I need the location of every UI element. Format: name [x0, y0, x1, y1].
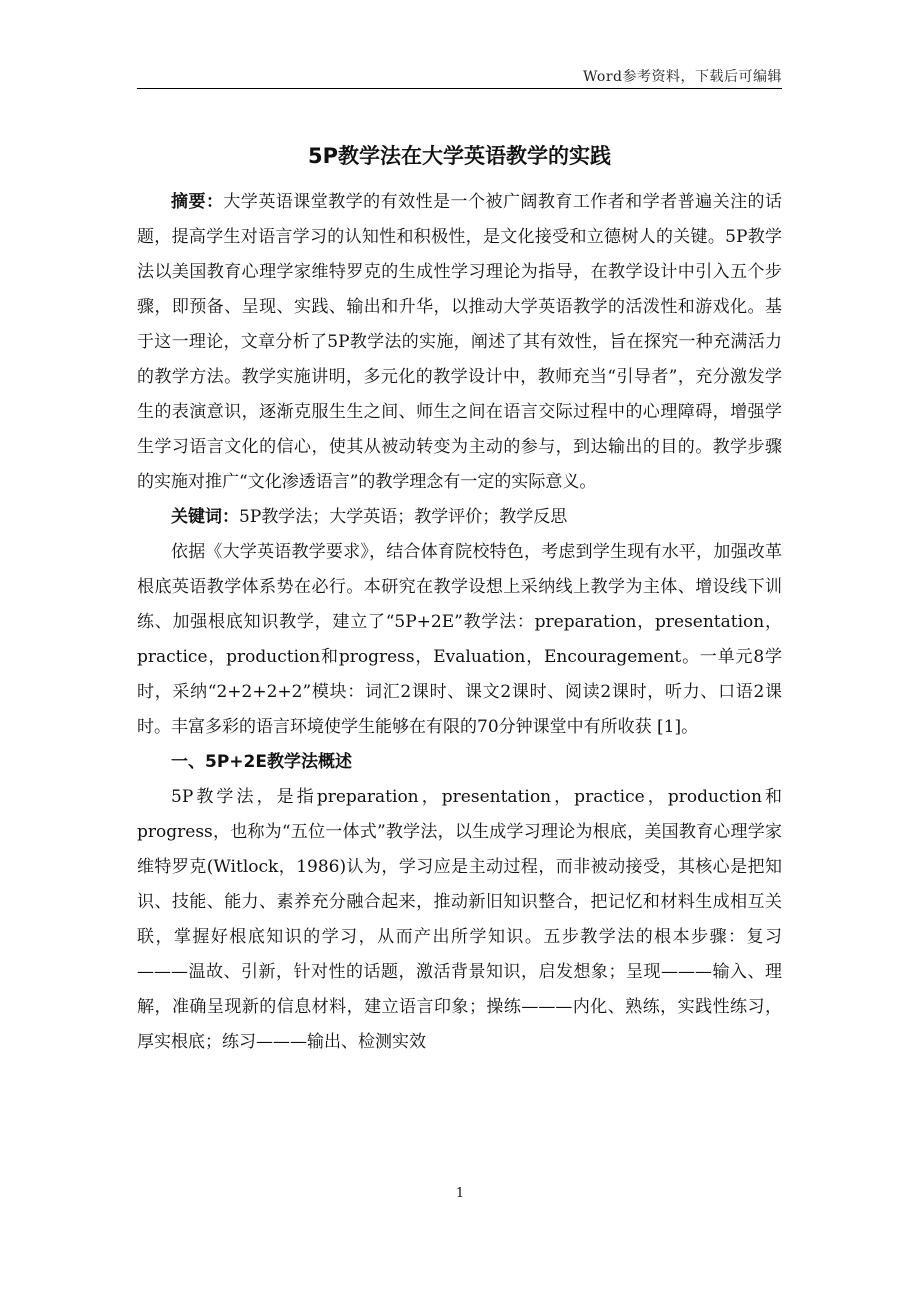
keywords-text: 5P教学法；大学英语；教学评价；教学反思: [239, 507, 568, 527]
document-body: [137, 185, 782, 1060]
intro-paragraph: 依据《大学英语教学要求》，结合体育院校特色，考虑到学生现有水平，加强改革根底英语教学体系势在必行。本研究在教学设想上采纳线上教学为主体、增设线下训练、加强根底知识教学，建立了“5P+2E”教学法：preparation，presentation，practice，production和progress，Evaluation，Encouragement。一单元8学时，采纳“2+2+2+2”模块：词汇2课时、课文2课时、阅读2课时，听力、口语2课时。丰富多彩的语言环境使学生能够在有限的70分钟课堂中有所收获 [1]。: [137, 542, 782, 737]
section-heading: 一、5P+2E教学法概述: [171, 752, 352, 772]
header-note: Word参考资料，下载后可编辑: [582, 69, 782, 85]
abstract-paragraph: [137, 185, 782, 500]
document-title: 5P教学法在大学英语教学的实践: [307, 144, 611, 168]
abstract-text: 大学英语课堂教学的有效性是一个被广阔教育工作者和学者普遍关注的话题，提高学生对语言学习的认知性和积极性，是文化接受和立德树人的关键。5P教学法以美国教育心理学家维特罗克的生成性学习理论为指导，在教学设计中引入五个步骤，即预备、呈现、实践、输出和升华，以推动大学英语教学的活泼性和游戏化。基于这一理论，文章分析了5P教学法的实施，阐述了其有效性，旨在探究一种充满活力的教学方法。教学实施讲明，多元化的教学设计中，教师充当“引导者”，充分激发学生的表演意识，逐渐克服生生之间、师生之间在语言交际过程中的心理障碍，增强学生学习语言文化的信心，使其从被动转变为主动的参与，到达输出的目的。教学步骤的实施对推广“文化渗透语言”的教学理念有一定的实际意义。: [137, 192, 783, 492]
abstract-label: 摘要：: [171, 192, 224, 212]
page-number: 1: [455, 1186, 465, 1201]
section-paragraph: 5P教学法，是指preparation，presentation，practice，production和progress，也称为“五位一体式”教学法，以生成学习理论为根底，美国教育心理学家维特罗克(Witlock，1986)认为，学习应是主动过程，而非被动接受，其核心是把知识、技能、能力、素养充分融合起来，推动新旧知识整合，把记忆和材料生成相互关联，掌握好根底知识的学习，从而产出所学知识。五步教学法的根本步骤：复习———温故、引新，针对性的话题，激活背景知识，启发想象；呈现———输入、理解，准确呈现新的信息材料，建立语言印象；操练———内化、熟练，实践性练习，厚实根底；练习———输出、检测实效: [137, 787, 782, 1052]
keywords-label: 关键词：: [171, 507, 239, 527]
keywords-paragraph: [137, 500, 782, 535]
header-divider: [137, 88, 782, 89]
